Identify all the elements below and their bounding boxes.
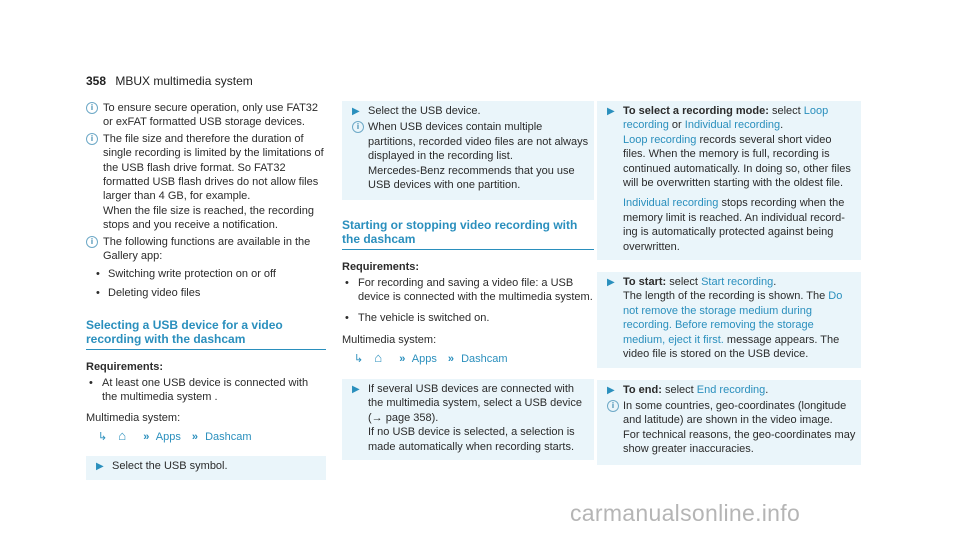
watermark: carmanualsonline.info bbox=[570, 500, 801, 526]
step-end: ▶ To end: select End recording. i In some countries, geo-coordinates (longitude and latitude) are shown in the video image. For technical reasons, the geo-coordinates may show greater inaccuracies. bbox=[597, 380, 861, 465]
requirements-heading: Requirements: bbox=[342, 261, 420, 274]
home-icon: ⌂ bbox=[118, 427, 127, 443]
individual-recording-link: Individual recording bbox=[684, 119, 781, 132]
requirement-item: • The vehicle is switched on. bbox=[342, 311, 594, 325]
info-icon: i bbox=[86, 133, 98, 145]
menu-path: ↳ ⌂ » Apps » Dashcam bbox=[98, 427, 252, 443]
requirement-item: • At least one USB device is connected with the multimedia system . bbox=[86, 376, 326, 405]
section-title: Selecting a USB device for a video recording with the dashcam bbox=[86, 318, 326, 350]
list-item: • Deleting video files bbox=[86, 286, 326, 300]
column-3 bbox=[597, 101, 861, 473]
step-arrow-icon: ▶ bbox=[352, 106, 360, 117]
menu-path: ↳ ⌂ » Apps » Dashcam bbox=[354, 350, 508, 366]
step-select-usb-device: ▶ Select the USB device. i When USB devices contain multiple partitions, recorded video files are not always displayed in the recording list. Mercedes-Benz recommends that you use USB devices with one partition. bbox=[342, 101, 594, 200]
path-label: Multimedia system: bbox=[342, 334, 437, 347]
home-icon: ⌂ bbox=[374, 350, 383, 366]
return-arrow-icon: ↳ bbox=[98, 430, 108, 443]
note-geo-coordinates: i In some countries, geo-coordinates (longitude and latitude) are shown in the video image. For technical reasons, the geo-coordinates may show greater inaccuracies. bbox=[623, 399, 857, 457]
section-title: Starting or stopping video recording with the dashcam bbox=[342, 218, 594, 250]
step-arrow-icon: ▶ bbox=[96, 461, 104, 473]
end-recording-link: End recording bbox=[696, 383, 766, 396]
loop-recording-link: Loop recording bbox=[623, 105, 829, 132]
step-select-usb-device-multiple: ▶ If several USB devices are connected with the multimedia system, select a USB device (→ page 358). If no USB device is selected, a selection is made automatically when recording starts. bbox=[342, 379, 594, 460]
list-item: • Switching write protection on or off bbox=[86, 267, 326, 281]
note-file-size: i The file size and therefore the duration of single recording is limited by the limitations of the USB flash drive format. So FAT32 formatted USB flash drives do not allow files larger than 4 GB, for example. When the file size is reached, the recording stops and you receive a notification. bbox=[86, 132, 326, 233]
page-header bbox=[86, 74, 253, 88]
double-chevron-icon: » bbox=[399, 353, 406, 366]
step-start: ▶ To start: select Start recording. The length of the recording is shown. The Do not remove the storage medium during recording. Before removing the storage medium, eject it first. message appears. The video file is stored on the USB device. bbox=[597, 272, 861, 367]
page-number: 358 bbox=[86, 74, 107, 88]
info-icon: i bbox=[86, 102, 98, 114]
double-chevron-icon: » bbox=[447, 353, 455, 366]
note-partitions: i When USB devices contain multiple partitions, recorded video files are not always displayed in the recording list. Mercedes-Benz recommends that you use USB devices with one partition. bbox=[368, 120, 590, 192]
note-gallery: i The following functions are available in the Gallery app: bbox=[86, 235, 326, 264]
requirement-item: • For recording and saving a video file: a USB device is connected with the multimedia system. bbox=[342, 276, 594, 305]
path-label: Multimedia system: bbox=[86, 411, 181, 424]
page-running-title: MBUX multimedia system bbox=[115, 74, 253, 88]
info-icon: i bbox=[352, 121, 364, 133]
requirements-heading: Requirements: bbox=[86, 361, 164, 374]
return-arrow-icon: ↳ bbox=[354, 353, 364, 366]
step-arrow-icon: ▶ bbox=[607, 277, 615, 289]
step-select-usb-symbol: ▶ Select the USB symbol. bbox=[86, 456, 326, 479]
info-icon: i bbox=[86, 236, 98, 248]
note-fat32: i To ensure secure operation, only use FAT32 or exFAT formatted USB storage devices. bbox=[86, 101, 326, 130]
step-arrow-icon: ▶ bbox=[352, 383, 360, 395]
double-chevron-icon: » bbox=[143, 430, 150, 443]
column-2 bbox=[342, 101, 594, 468]
column-1 bbox=[86, 101, 326, 488]
info-icon: i bbox=[607, 400, 619, 412]
start-recording-link: Start recording bbox=[701, 276, 774, 289]
step-arrow-icon: ▶ bbox=[607, 106, 615, 117]
double-chevron-icon: » bbox=[191, 430, 199, 443]
step-recording-mode: ▶ To select a recording mode: select Loop recording or Individual recording. Loop recording records several short video files. When the memory is full, recording is continued automatically. In doing so, other files will be overwritten starting with the oldest file. Individual recording stops recording when the memory limit is reached. An individual record-ing is automatically protected against being overwritten. bbox=[597, 101, 861, 260]
step-arrow-icon: ▶ bbox=[607, 384, 615, 396]
